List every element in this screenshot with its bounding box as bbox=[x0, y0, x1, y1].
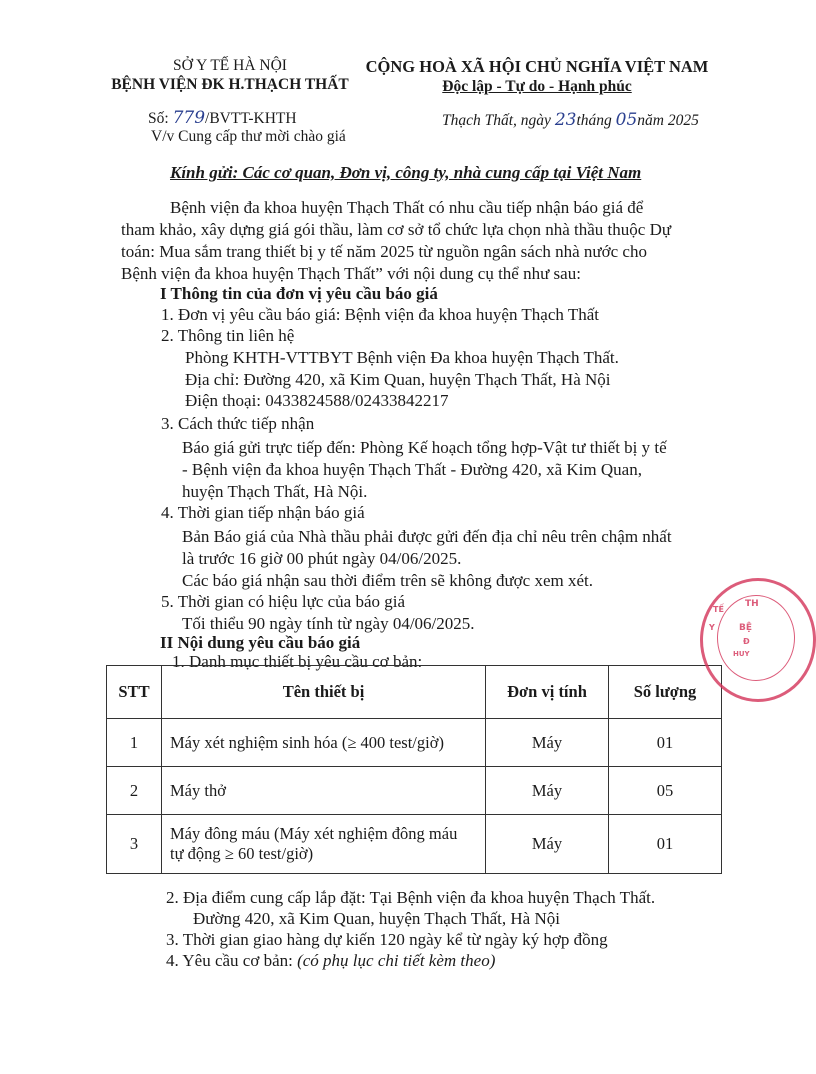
section-line: Tối thiểu 90 ngày tính từ ngày 04/06/2025. bbox=[182, 614, 475, 633]
header-agency: SỞ Y TẾ HÀ NỘI bbox=[173, 57, 287, 74]
table-cell-stt: 3 bbox=[107, 815, 162, 874]
section-line: Điện thoại: 0433824588/02433842217 bbox=[185, 391, 449, 410]
stamp-text: BỆ bbox=[739, 623, 753, 633]
table-cell-name-line: tự động ≥ 60 test/giờ) bbox=[170, 844, 314, 863]
table-cell-qty: 01 bbox=[609, 815, 722, 874]
section-line: - Bệnh viện đa khoa huyện Thạch Thất - Đường 420, xã Kim Quan, bbox=[182, 460, 642, 479]
table-header: Đơn vị tính bbox=[486, 666, 609, 719]
table-cell-name bbox=[162, 815, 486, 874]
table-cell-unit: Máy bbox=[486, 767, 609, 815]
recipient: Kính gửi: Các cơ quan, Đơn vị, công ty, nhà cung cấp tại Việt Nam bbox=[170, 163, 642, 182]
table-row bbox=[107, 719, 722, 767]
intro-line: Bệnh viện đa khoa huyện Thạch Thất” với nội dung cụ thể như sau: bbox=[121, 264, 581, 283]
table-cell-qty: 05 bbox=[609, 767, 722, 815]
table-cell-name: Máy thở bbox=[162, 767, 486, 815]
section-line: Đường 420, xã Kim Quan, huyện Thạch Thất, Hà Nội bbox=[193, 909, 560, 928]
table-header: STT bbox=[107, 666, 162, 719]
table-cell-unit: Máy bbox=[486, 815, 609, 874]
stamp-text: HUY bbox=[733, 650, 750, 658]
section-line: 4. Thời gian tiếp nhận báo giá bbox=[161, 503, 365, 522]
section-line: Phòng KHTH-VTTBYT Bệnh viện Đa khoa huyện Thạch Thất. bbox=[185, 348, 619, 367]
table-cell-qty: 01 bbox=[609, 719, 722, 767]
table-header: Tên thiết bị bbox=[162, 666, 486, 719]
section-line: Địa chỉ: Đường 420, xã Kim Quan, huyện Thạch Thất, Hà Nội bbox=[185, 370, 611, 389]
section-line: Báo giá gửi trực tiếp đến: Phòng Kế hoạch tổng hợp-Vật tư thiết bị y tế bbox=[182, 438, 667, 457]
intro-line: toán: Mua sắm trang thiết bị y tế năm 2025 từ nguồn ngân sách nhà nước cho bbox=[121, 242, 647, 261]
handwritten-number: 779 bbox=[172, 108, 206, 128]
document-number: Số: 779/BVTT-KHTH bbox=[148, 108, 297, 128]
table-header: Số lượng bbox=[609, 666, 722, 719]
document-subject: V/v Cung cấp thư mời chào giá bbox=[151, 128, 346, 145]
section-line: 2. Địa điểm cung cấp lắp đặt: Tại Bệnh viện đa khoa huyện Thạch Thất. bbox=[166, 888, 656, 907]
table-cell-unit: Máy bbox=[486, 719, 609, 767]
table-cell-name-line: Máy đông máu (Máy xét nghiệm đông máu bbox=[170, 824, 458, 843]
intro-line: Bệnh viện đa khoa huyện Thạch Thất có nhu cầu tiếp nhận báo giá để bbox=[170, 198, 644, 217]
stamp-text: Y bbox=[709, 623, 715, 632]
section-line: 1. Đơn vị yêu cầu báo giá: Bệnh viện đa khoa huyện Thạch Thất bbox=[161, 305, 599, 324]
section-line: 4. Yêu cầu cơ bản: (có phụ lục chi tiết kèm theo) bbox=[166, 951, 496, 970]
section-line: 3. Thời gian giao hàng dự kiến 120 ngày kể từ ngày ký hợp đồng bbox=[166, 930, 608, 949]
table-cell-name: Máy xét nghiệm sinh hóa (≥ 400 test/giờ) bbox=[162, 719, 486, 767]
section-line: 2. Thông tin liên hệ bbox=[161, 326, 295, 345]
equipment-table bbox=[106, 665, 722, 874]
section-title: I Thông tin của đơn vị yêu cầu báo giá bbox=[160, 284, 438, 303]
section-line: 1. Danh mục thiết bị yêu cầu cơ bản: bbox=[172, 652, 423, 671]
table-cell-stt: 1 bbox=[107, 719, 162, 767]
table-row bbox=[107, 815, 722, 874]
stamp-text: TẾ bbox=[713, 605, 724, 614]
section-line: 5. Thời gian có hiệu lực của báo giá bbox=[161, 592, 406, 611]
table-header-row bbox=[107, 666, 722, 719]
section-line: 3. Cách thức tiếp nhận bbox=[161, 414, 315, 433]
official-stamp bbox=[700, 578, 816, 702]
section-line: Bản Báo giá của Nhà thầu phải được gửi đến địa chỉ nêu trên chậm nhất bbox=[182, 527, 672, 546]
section-line: là trước 16 giờ 00 phút ngày 04/06/2025. bbox=[182, 549, 462, 568]
table-cell-stt: 2 bbox=[107, 767, 162, 815]
header-motto: Độc lập - Tự do - Hạnh phúc bbox=[442, 78, 632, 95]
intro-line: tham khảo, xây dựng giá gói thầu, làm cơ sở tổ chức lựa chọn nhà thầu thuộc Dự bbox=[121, 220, 672, 239]
header-hospital: BỆNH VIỆN ĐK H.THẠCH THẤT bbox=[111, 76, 349, 93]
document-date: Thạch Thất, ngày 23tháng 05năm 2025 bbox=[442, 110, 699, 130]
stamp-text: TH bbox=[745, 599, 759, 609]
section-title: II Nội dung yêu cầu báo giá bbox=[160, 633, 361, 652]
stamp-text: Đ bbox=[743, 637, 750, 646]
section-line: Các báo giá nhận sau thời điểm trên sẽ không được xem xét. bbox=[182, 571, 594, 590]
table-row bbox=[107, 767, 722, 815]
header-nation: CỘNG HOÀ XÃ HỘI CHỦ NGHĨA VIỆT NAM bbox=[365, 57, 709, 76]
section-line: huyện Thạch Thất, Hà Nội. bbox=[182, 482, 368, 501]
